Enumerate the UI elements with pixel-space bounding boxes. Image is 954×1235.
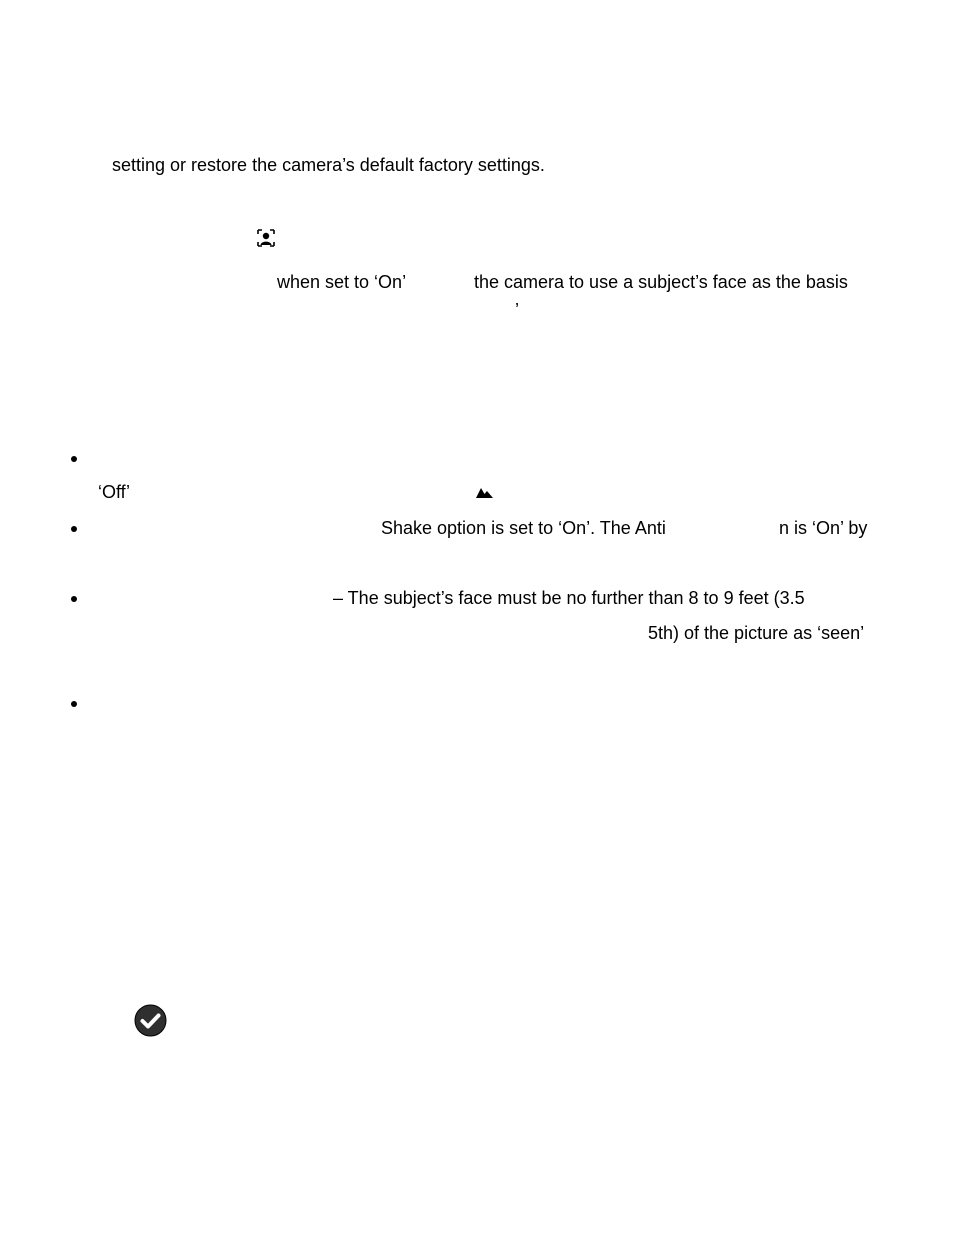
- landscape-icon: [476, 485, 494, 503]
- bullet-1-off-text: ‘Off’: [98, 482, 131, 502]
- bullet-3-text-line2: 5th) of the picture as ‘seen’: [648, 623, 865, 643]
- intro-text: setting or restore the camera’s default factory settings.: [112, 155, 545, 175]
- bullet-4: [71, 701, 77, 707]
- checkmark-circle-icon: [134, 1004, 167, 1042]
- bullet-3: [71, 596, 77, 602]
- bullet-2-text-b: n is ‘On’ by: [779, 518, 868, 538]
- face-detect-text-a: when set to ‘On’: [277, 272, 407, 292]
- bullet-1: [71, 456, 77, 462]
- bullet-2: [71, 526, 77, 532]
- bullet-2-text-a: Shake option is set to ‘On’. The Anti: [381, 518, 666, 538]
- bullet-3-text-line1: – The subject’s face must be no further than 8 to 9 feet (3.5: [333, 588, 805, 608]
- face-detect-fragment: ’: [515, 300, 519, 320]
- face-detection-icon: [257, 229, 275, 252]
- face-detect-text-b: the camera to use a subject’s face as the basis: [474, 272, 848, 292]
